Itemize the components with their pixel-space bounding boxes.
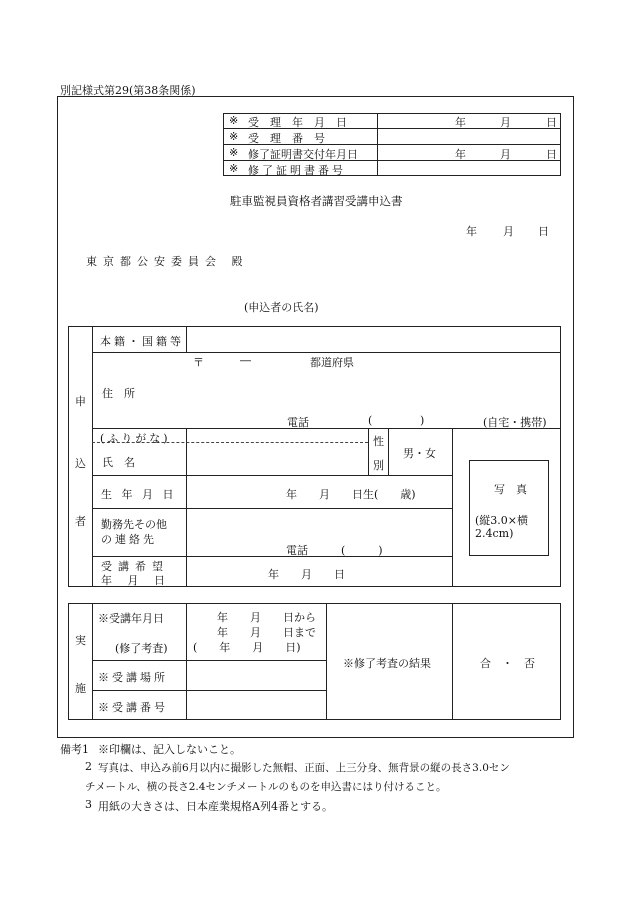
office-row-3-year: 年 (455, 148, 466, 161)
office-row-4-label: 修了証明書番号 (248, 164, 346, 177)
postal-dash: ― (240, 354, 251, 367)
office-row-1-label: 受 理 年 月 日 (248, 116, 347, 129)
office-row-1-year: 年 (455, 116, 466, 129)
home-mobile-label: (自宅・携帯) (483, 416, 547, 429)
addressee: 東京都公安委員会 殿 (86, 255, 249, 268)
work-label-1: 勤務先その他 (101, 518, 167, 531)
office-row-4-mark: ※ (229, 162, 239, 175)
course-date-label: ※受講年月日 (98, 612, 164, 625)
honseki-label: 本籍・国籍等 (100, 335, 184, 348)
furigana-label: (ふりがな) (100, 432, 171, 445)
applicant-name-label: (申込者の氏名) (244, 301, 319, 314)
place-label: ※受講場所 (98, 671, 168, 684)
sex-label-1: 性 (373, 435, 384, 448)
date-day: 日 (538, 225, 549, 238)
date-from: 年 月 日から (217, 611, 316, 624)
note-2-num: 2 (85, 760, 92, 773)
office-row-3-month: 月 (500, 148, 511, 161)
sex-label-2: 別 (373, 459, 384, 472)
number-label: ※受講番号 (98, 701, 168, 714)
work-tel: 電話 ( ) (286, 544, 383, 557)
applicant-side-label-2: 込 (75, 457, 86, 470)
applicant-side-label-1: 申 (75, 395, 86, 408)
office-row-2-label: 受 理 番 号 (248, 132, 325, 145)
date-to: 年 月 日まで (217, 626, 316, 639)
note-2-line-1: 写真は、申込み前6月以内に撮影した無帽、正面、上三分身、無背景の縦の長さ3.0セン (98, 762, 510, 774)
exam-label: (修了考査) (115, 642, 168, 655)
birth-value: 年 月 日生( 歳) (286, 488, 416, 501)
office-row-2-mark: ※ (229, 130, 239, 143)
desire-value: 年 月 日 (268, 568, 345, 581)
photo-title: 写 真 (494, 483, 527, 496)
note-3-num: 3 (85, 798, 92, 811)
sex-options: 男・女 (403, 447, 436, 460)
name-label: 氏 名 (102, 456, 135, 469)
implementation-side-label-1: 実 (75, 634, 86, 647)
office-row-3-label: 修了証明書交付年月日 (248, 148, 358, 161)
work-label-2: の連絡先 (101, 533, 157, 546)
notes-heading: 備考1 (60, 743, 89, 756)
postal-mark: 〒 (193, 356, 204, 369)
office-row-3-day: 日 (546, 148, 557, 161)
prefecture-label: 都道府県 (310, 356, 354, 369)
desire-label-1: 受講希望 (101, 560, 169, 573)
birth-label: 生 年 月 日 (101, 488, 177, 501)
exam-date: ( 年 月 日) (193, 641, 301, 654)
photo-size-1: (縦3.0×横 (475, 514, 529, 527)
page-title: 駐車監視員資格者講習受講申込書 (230, 194, 403, 208)
office-row-1-mark: ※ (229, 114, 239, 127)
tel-paren-open: ( (368, 414, 373, 427)
office-row-1-month: 月 (500, 116, 511, 129)
applicant-side-label-3: 者 (75, 515, 86, 528)
desire-label-2: 年 月 日 (101, 574, 171, 587)
form-label: 別記様式第29(第38条関係) (60, 84, 196, 97)
note-1: ※印欄は、記入しないこと。 (98, 743, 241, 756)
office-row-3-mark: ※ (229, 146, 239, 159)
result-label: ※修了考査の結果 (343, 657, 431, 670)
result-value: 合 ・ 否 (480, 657, 535, 670)
note-3: 用紙の大きさは、日本産業規格A列4番とする。 (98, 800, 333, 813)
office-row-1-day: 日 (546, 116, 557, 129)
address-label: 住 所 (102, 387, 135, 400)
implementation-side-label-2: 施 (75, 682, 86, 695)
photo-size-2: 2.4cm) (475, 527, 514, 540)
photo-box (469, 460, 549, 556)
note-2-line-2: チメートル、横の長さ2.4センチメートルのものを申込書にはり付けること。 (85, 781, 447, 793)
date-month: 月 (503, 225, 514, 238)
tel-paren-close: ) (420, 414, 425, 427)
tel-label: 電話 (287, 416, 309, 429)
date-year: 年 (466, 225, 477, 238)
